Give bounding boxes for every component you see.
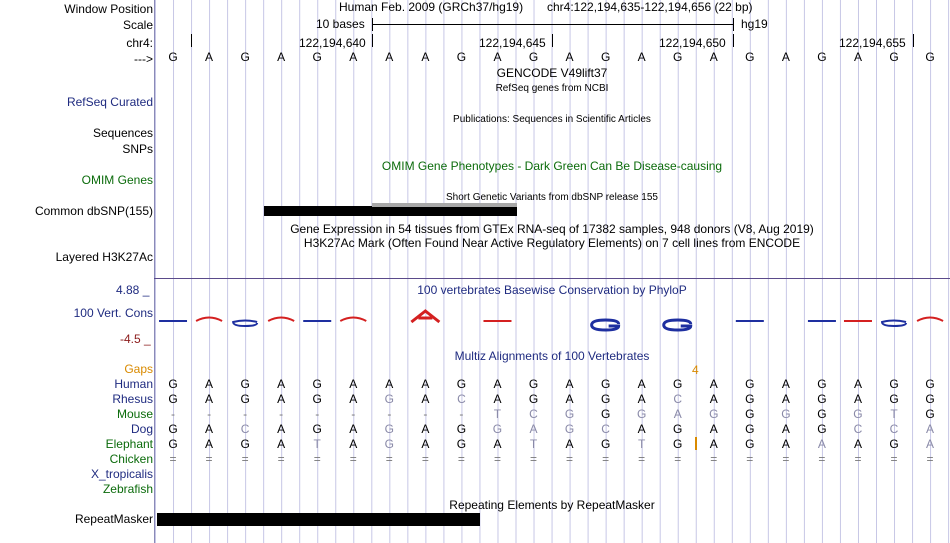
alignment-base: G [745,422,755,436]
alignment-base: C [240,422,250,436]
alignment-base: G [312,377,322,391]
ref-base: A [421,50,430,64]
alignment-base: G [168,437,178,451]
alignment-base: A [781,422,790,436]
alignment-base: A [781,392,790,406]
sequences-label[interactable]: Sequences [92,126,153,140]
alignment-base: A [709,392,718,406]
alignment-base: G [384,392,394,406]
scale-text: 10 bases [316,17,365,31]
alignment-base: G [384,422,394,436]
alignment-base: G [673,377,683,391]
alignment-base: - [207,407,212,421]
assembly-info: Human Feb. 2009 (GRCh37/hg19) [339,0,524,14]
alignment-base: = [674,452,682,466]
ref-base: G [817,50,827,64]
ref-base: A [637,50,646,64]
alignment-base: G [312,422,322,436]
species-label[interactable]: Elephant [105,437,153,451]
alignment-base: G [168,392,178,406]
phylop-glyph [917,318,943,322]
species-label[interactable]: Rhesus [112,392,153,406]
snps-label[interactable]: SNPs [122,142,153,156]
alignment-base: - [351,407,356,421]
alignment-base: = [277,452,285,466]
alignment-base: G [673,437,683,451]
alignment-base: A [349,422,358,436]
alignment-base: G [600,392,611,406]
alignment-base: A [421,437,430,451]
alignment-base: A [529,422,538,436]
alignment-base: G [528,377,539,391]
alignment-base: = [241,452,249,466]
strand-label: ---> [134,52,153,66]
alignment-base: A [493,392,502,406]
alignment-base: G [637,407,647,421]
phylop-glyph [303,320,331,322]
coord-label-1: 122,194,640 [299,36,366,50]
alignment-base: T [493,407,502,421]
alignment-base: A [349,392,358,406]
h3k27ac-label[interactable]: Layered H3K27Ac [55,250,153,264]
alignment-base: A [205,392,214,406]
alignment-base: G [745,392,755,406]
species-label[interactable]: Mouse [116,407,153,421]
gtex-title[interactable]: Gene Expression in 54 tissues from GTEx RNA-seq of 17382 samples, 948 donors (V8, Aug 2019) [290,222,814,236]
coord-tick [733,34,734,47]
alignment-base: G [781,407,791,421]
alignment-base: - [423,407,428,421]
coord-label-3: 122,194,650 [659,36,726,50]
alignment-base: = [313,452,321,466]
alignment-base: = [890,452,898,466]
coord-label-4: 122,194,655 [839,36,906,50]
alignment-base: A [853,437,862,451]
alignment-base: G [745,407,755,421]
track-separator [154,278,950,279]
ref-base: G [312,50,322,64]
alignment-base: A [926,422,935,436]
coord-label-2: 122,194,645 [479,36,546,50]
alignment-base: A [277,377,286,391]
alignment-base: G [528,392,539,406]
species-label[interactable]: Human [114,377,153,391]
refseq-curated-label[interactable]: RefSeq Curated [66,95,153,109]
alignment-base: = [746,452,754,466]
alignment-base: = [530,452,538,466]
alignment-base: C [853,422,863,436]
alignment-base: G [168,377,178,391]
alignment-base: = [169,452,177,466]
omim-genes-label[interactable]: OMIM Genes [81,173,153,187]
alignment-base: G [817,422,827,436]
window-position-label: Window Position [64,2,153,16]
alignment-base: - [279,407,284,421]
alignment-base: - [459,407,464,421]
ref-base: A [349,50,358,64]
ref-base: A [781,50,790,64]
coord-tick [913,34,914,47]
alignment-base: G [817,392,827,406]
alignment-base: A [853,392,862,406]
alignment-base: G [925,392,935,406]
alignment-base: G [745,437,755,451]
alignment-base: G [456,422,467,436]
gap-marker [695,437,697,450]
alignment-base: A [349,377,358,391]
alignment-base: A [205,437,214,451]
scale-label: Scale [122,18,153,32]
omim-title[interactable]: OMIM Gene Phenotypes - Dark Green Can Be Disease-causing [381,159,723,173]
alignment-base: A [421,392,430,406]
alignment-base: G [925,407,935,421]
alignment-base: = [818,452,826,466]
phylop-min-label: -4.5 _ [120,332,151,346]
ref-base: G [168,50,178,64]
alignment-base: - [171,407,176,421]
alignment-base: A [421,377,430,391]
alignment-base: A [205,377,214,391]
h3k27ac-title[interactable]: H3K27Ac Mark (Often Found Near Active Regulatory Elements) on 7 cell lines from ENCODE [303,236,801,250]
alignment-base: A [673,407,682,421]
alignment-base: G [673,422,683,436]
alignment-base: = [421,452,429,466]
dbsnp-variant-bar[interactable] [264,206,517,216]
ref-base: G [925,50,935,64]
alignment-base: G [240,377,250,391]
phylop-glyph [844,320,872,322]
alignment-base: G [889,437,899,451]
phylop-glyph [592,320,619,330]
ref-base: G [600,50,611,64]
ref-base: G [745,50,755,64]
phylop-glyph [736,320,764,322]
scale-bar-line [372,24,733,25]
alignment-base: G [853,407,863,421]
ref-base: G [673,50,683,64]
alignment-base: = [493,452,501,466]
alignment-base: A [565,437,574,451]
alignment-base: A [637,377,646,391]
species-label[interactable]: Dog [130,422,153,436]
ref-base: A [277,50,286,64]
alignment-base: C [457,392,466,406]
alignment-base: C [673,392,683,406]
ref-base: G [889,50,899,64]
alignment-base: G [817,407,827,421]
alignment-base: = [926,452,934,466]
phylop-glyph [483,320,511,322]
alignment-base: G [600,377,611,391]
alignment-base: - [387,407,392,421]
alignment-base: A [205,422,214,436]
refseq-description: RefSeq genes from NCBI [495,83,609,94]
species-label[interactable]: Chicken [109,452,153,466]
alignment-base: A [637,392,646,406]
alignment-base: A [709,377,718,391]
alignment-base: A [926,437,935,451]
alignment-base: T [638,437,646,451]
alignment-base: A [565,392,574,406]
phylop-glyph [196,318,222,322]
phylop-label[interactable]: 100 Vert. Cons [73,306,153,320]
alignment-base: G [745,377,755,391]
alignment-base: = [854,452,862,466]
ref-base: A [853,50,862,64]
alignment-base: = [457,452,465,466]
phylop-glyph [233,321,257,327]
alignment-base: G [168,422,178,436]
ref-base: A [565,50,574,64]
alignment-base: G [240,437,250,451]
coord-tick [552,34,553,47]
publications-title[interactable]: Publications: Sequences in Scientific Articles [453,114,651,125]
alignment-base: G [384,437,394,451]
alignment-base: = [638,452,646,466]
alignment-base: = [205,452,213,466]
alignment-base: A [349,437,358,451]
alignment-base: = [710,452,718,466]
coord-tick [372,34,373,47]
ref-base: A [205,50,214,64]
phylop-glyph [882,321,906,327]
dbsnp-title[interactable]: Short Genetic Variants from dbSNP release 155 [446,192,658,203]
alignment-base: A [277,392,286,406]
alignment-base: - [315,407,320,421]
alignment-base: A [277,437,286,451]
alignment-base: G [564,422,575,436]
alignment-base: A [781,437,790,451]
position-info: chr4:122,194,635-122,194,656 (22 bp) [547,0,753,14]
alignment-base: G [817,377,827,391]
alignment-base: A [709,437,718,451]
ref-base: A [385,50,394,64]
alignment-base: G [889,392,899,406]
coord-tick [191,34,192,47]
chr-label: chr4: [126,36,153,50]
alignment-base: G [564,407,575,421]
ref-base: G [528,50,539,64]
alignment-base: T [890,407,898,421]
ref-base: A [493,50,502,64]
alignment-base: A [493,437,502,451]
species-label[interactable]: Zebrafish [102,482,153,496]
scale-bar-right-tick [733,18,734,31]
assembly-short: hg19 [741,17,768,31]
phylop-glyph [159,320,187,322]
phylop-glyph [664,320,691,330]
alignment-base: T [529,437,538,451]
repeatmasker-label[interactable]: RepeatMasker [74,512,153,526]
alignment-base: A [709,422,718,436]
alignment-base: = [349,452,357,466]
phylop-conservation-plot [0,300,950,340]
alignment-base: = [385,452,393,466]
alignment-base: = [602,452,610,466]
gencode-title[interactable]: GENCODE V49lift37 [496,66,608,80]
alignment-base: G [456,437,467,451]
phylop-glyph [411,311,439,322]
multiz-title[interactable]: Multiz Alignments of 100 Vertebrates [454,349,650,363]
alignment-base: A [385,377,394,391]
alignment-base: A [493,377,502,391]
alignment-base: A [637,422,646,436]
species-label[interactable]: X_tropicalis [90,467,153,481]
phylop-glyph [340,318,366,322]
alignment-base: G [709,407,719,421]
ref-base: G [240,50,250,64]
alignment-base: G [456,377,467,391]
alignment-base: C [529,407,538,421]
alignment-base: = [566,452,574,466]
dbsnp-label[interactable]: Common dbSNP(155) [34,204,153,218]
alignment-base: A [853,377,862,391]
ref-base: G [456,50,467,64]
alignment-base: G [889,377,899,391]
repeatmasker-element-bar[interactable] [157,513,480,526]
alignment-base: T [313,437,321,451]
alignment-base: A [565,377,574,391]
alignment-base: G [600,437,611,451]
gaps-label: Gaps [124,362,153,376]
alignment-base: G [240,392,250,406]
repeatmasker-title[interactable]: Repeating Elements by RepeatMasker [449,498,655,512]
alignment-base: - [243,407,248,421]
ref-base: A [709,50,718,64]
alignment-base: A [421,422,430,436]
alignment-base: G [925,377,935,391]
alignment-base: G [492,422,503,436]
alignment-base: = [782,452,790,466]
alignment-base: C [889,422,899,436]
alignment-base: A [817,437,826,451]
gap-count: 4 [692,363,699,377]
phylop-glyph [268,318,294,322]
alignment-base: G [600,407,611,421]
phylop-glyph [808,320,836,322]
phylop-max-label: 4.88 _ [116,283,150,297]
dbsnp-variant-highlight [372,203,517,207]
phylop-title[interactable]: 100 vertebrates Basewise Conservation by PhyloP [417,283,687,297]
alignment-base: A [277,422,286,436]
alignment-base: G [312,392,322,406]
alignment-base: C [601,422,610,436]
alignment-base: A [781,377,790,391]
